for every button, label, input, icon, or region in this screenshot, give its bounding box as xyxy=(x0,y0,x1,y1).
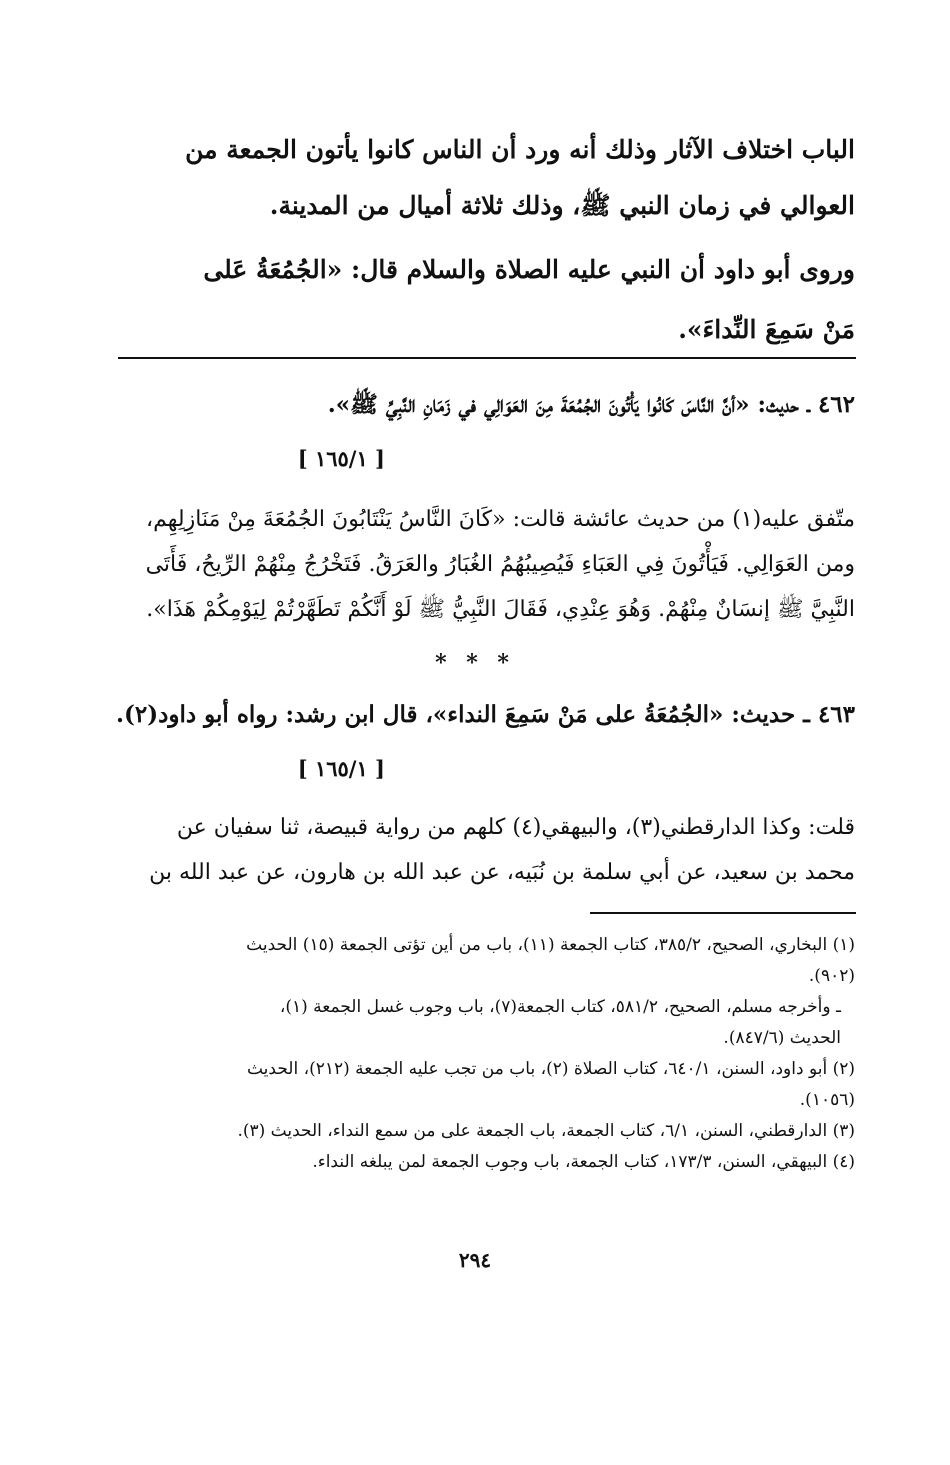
commentary-line: ومن العَوَالِي. فَيَأْتُونَ فِي العَبَاءِ فَيُصِيبُهُمُ الغُبَارُ والعَرَقُ. فَتَخْرُجُ مِنْهُمْ الرِّيحُ، فَأَتَى xyxy=(145,552,855,577)
intro-paragraph xyxy=(118,122,855,234)
abu-dawud-line: وروى أبو داود أن النبي عليه الصلاة والسلام قال: «الجُمُعَةُ عَلى xyxy=(203,255,855,284)
hadith-462-text: ٤٦٢ ـ حديث: «أنَّ النَّاسَ كَانُوا يَأْتُونَ الجُمُعَةَ مِنَ العَوَالِي في زَمَانِ النَّبِيِّ ﷺ». xyxy=(327,391,855,418)
abu-dawud-line: مَنْ سَمِعَ النِّداءَ». xyxy=(678,315,855,344)
hadith-462 xyxy=(118,378,855,486)
footnote-2: (٢) أبو داود، السنن، ٦٤٠/١، كتاب الصلاة (٢)، باب من تجب عليه الجمعة (٢١٢)، الحديث xyxy=(246,1059,855,1079)
section-divider xyxy=(118,357,856,359)
hadith-463 xyxy=(118,688,855,796)
commentary-line: متّفق عليه(١) من حديث عائشة قالت: «كَانَ النَّاسُ يَنْتَابُونَ الجُمُعَةَ مِنْ مَنَازِلِهِم، xyxy=(146,507,855,532)
hadith-463-commentary xyxy=(118,805,855,895)
hadith-463-text: ٤٦٣ ـ حديث: «الجُمُعَةُ على مَنْ سَمِعَ النداء»، قال ابن رشد: رواه أبو داود(٢). xyxy=(116,701,855,728)
page-number: ٢٩٤ xyxy=(458,1248,492,1272)
intro-line: العوالي في زمان النبي ﷺ، وذلك ثلاثة أميال من المدينة. xyxy=(269,191,855,220)
footnotes xyxy=(118,930,855,1178)
footnote-3: (٣) الدارقطني، السنن، ٦/١، كتاب الجمعة، باب الجمعة على من سمع النداء، الحديث (٣). xyxy=(237,1121,855,1141)
footnote-1: (١) البخاري، الصحيح، ٣٨٥/٢، كتاب الجمعة (١١)، باب من أين تؤتى الجمعة (١٥) الحديث xyxy=(246,935,855,955)
section-separator: * * * xyxy=(435,650,515,676)
intro-line: الباب اختلاف الآثار وذلك أنه ورد أن الناس كانوا يأتون الجمعة من xyxy=(185,135,855,164)
hadith-462-ref: [ ١٦٥/١ ] xyxy=(297,446,385,471)
abu-dawud-paragraph xyxy=(118,240,855,360)
commentary-line: النَّبِيَّ ﷺ إنسَانٌ مِنْهُمْ. وَهُوَ عِنْدِي، فَقَالَ النَّبِيُّ ﷺ لَوْ أَنَّكُمْ تَطَهَّرْتُمْ لِيَوْمِكُمْ هَذَا». xyxy=(146,597,855,622)
commentary-line: قلت: وكذا الدارقطني(٣)، والبيهقي(٤) كلهم من رواية قبيصة، ثنا سفيان عن xyxy=(176,815,855,840)
hadith-462-commentary xyxy=(118,497,855,632)
footnote-1b-cont: الحديث (٨٤٧/٦). xyxy=(723,1028,841,1048)
footnote-4: (٤) البيهقي، السنن، ١٧٣/٣، كتاب الجمعة، باب وجوب الجمعة لمن يبلغه النداء. xyxy=(312,1152,855,1172)
footnote-1b: ـ وأخرجه مسلم، الصحيح، ٥٨١/٢، كتاب الجمعة(٧)، باب وجوب غسل الجمعة (١)، xyxy=(279,997,841,1017)
footnote-divider xyxy=(590,912,856,914)
footnote-1-cont: (٩٠٢). xyxy=(808,966,855,986)
hadith-463-ref: [ ١٦٥/١ ] xyxy=(297,756,385,781)
footnote-2-cont: (١٠٥٦). xyxy=(799,1090,855,1110)
commentary-line: محمد بن سعيد، عن أبي سلمة بن نُبَيه، عن عبد الله بن هارون، عن عبد الله بن xyxy=(149,860,855,885)
